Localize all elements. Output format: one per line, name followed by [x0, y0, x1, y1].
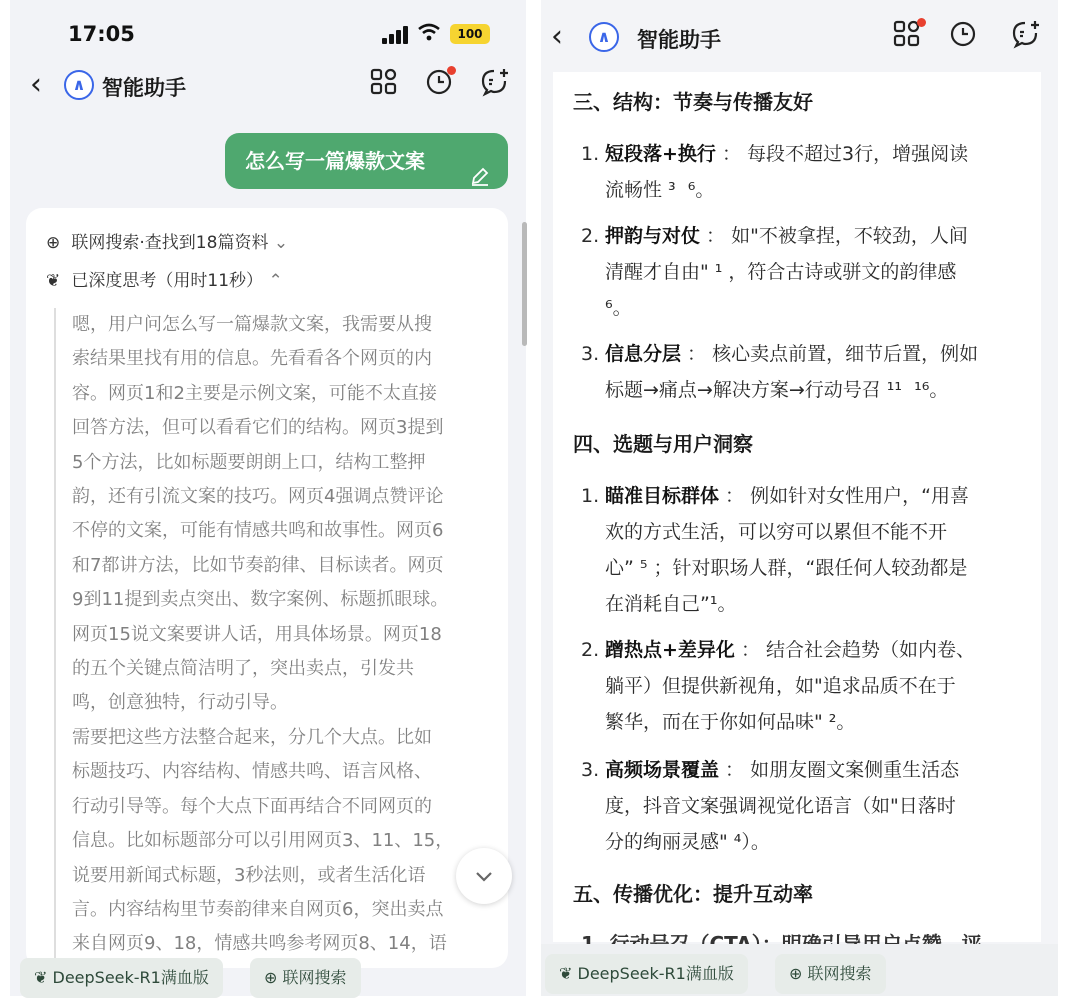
list-item-line: 躺平）但提供新视角，如"追求品质不在于 — [605, 675, 956, 697]
battery-indicator: 100 — [450, 24, 490, 44]
section-heading: 五、传播优化：提升互动率 — [573, 882, 813, 906]
chip-label: 联网搜索 — [282, 968, 347, 987]
web-search-chip[interactable] — [250, 958, 361, 998]
thinking-summary[interactable] — [46, 266, 283, 291]
back-icon[interactable]: ‹ — [551, 19, 563, 54]
globe-icon: ⊕ — [789, 964, 808, 983]
list-item-line: 心” ⁵ ；针对职场人群，“跟任何人较劲都是 — [605, 557, 968, 579]
deep-think-icon: ❦ — [46, 271, 61, 291]
list-item-line: 蹭热点+差异化 ： 结合社会趋势（如内卷、 — [605, 639, 976, 661]
list-item-line: 在消耗自己”¹。 — [605, 593, 737, 615]
notification-dot — [917, 18, 926, 27]
search-summary-text: 联网搜索·查找到18篇资料 — [71, 233, 269, 253]
assistant-logo-icon: ∧ — [589, 22, 619, 52]
list-number: 1. — [581, 143, 600, 165]
thinking-line: 行动引导等。每个大点下面再结合不同网页的 — [72, 795, 432, 817]
chip-label: DeepSeek-R1满血版 — [577, 964, 734, 983]
web-search-chip[interactable] — [775, 954, 886, 994]
list-item — [581, 336, 1029, 408]
chip-label: 联网搜索 — [807, 964, 872, 983]
chevron-up-icon: ⌃ — [268, 271, 283, 291]
list-number: 1. — [581, 485, 600, 507]
apps-grid-icon[interactable] — [893, 20, 927, 54]
search-summary[interactable] — [46, 228, 288, 253]
thinking-line: 9到11提到卖点突出、数字案例、标题抓眼球。 — [72, 589, 449, 611]
chevron-down-icon — [456, 848, 512, 904]
status-bar — [10, 18, 526, 50]
nav-bar — [10, 62, 526, 112]
list-item-line: 信息分层 ： 核心卖点前置，细节后置，例如 — [605, 343, 979, 365]
thinking-line: 5个方法，比如标题要朗朗上口，结构工整押 — [72, 451, 426, 473]
list-item-line: 标题→痛点→解决方案→行动号召 ¹¹ ¹⁶。 — [605, 379, 949, 401]
thinking-summary-text: 已深度思考（用时11秒） — [71, 271, 264, 291]
list-item — [581, 478, 1029, 622]
apps-grid-icon[interactable] — [370, 68, 404, 102]
list-item-line: 瞄准目标群体 ： 例如针对女性用户，“用喜 — [605, 485, 969, 507]
list-item — [581, 136, 1029, 208]
thinking-line: 不停的文案，可能有情感共鸣和故事性。网页6 — [72, 520, 444, 542]
thinking-line: 回答方法，但可以看看它们的结构。网页3提到 — [72, 417, 444, 439]
thinking-line: 网页15说文案要讲人话，用具体场景。网页18 — [72, 623, 442, 645]
thinking-line: 鸣，创意独特，行动引导。 — [72, 692, 288, 714]
thinking-line: 的五个关键点简洁明了，突出卖点，引发共 — [72, 658, 414, 680]
notification-dot — [447, 66, 456, 75]
thinking-line: 容。网页1和2主要是示例文案，可能不太直接 — [72, 382, 437, 404]
thinking-content — [54, 308, 498, 962]
thinking-line: 标题技巧、内容结构、情感共鸣、语言风格、 — [72, 761, 432, 783]
chip-label: DeepSeek-R1满血版 — [52, 968, 209, 987]
list-number: 3. — [581, 759, 600, 781]
scrollbar[interactable] — [522, 222, 527, 346]
list-number: 2. — [581, 225, 600, 247]
list-item-line: 押韵与对仗 ： 如"不被拿捏，不较劲，人间 — [605, 225, 968, 247]
nav-title: 智能助手 — [102, 76, 186, 100]
history-clock-icon[interactable] — [949, 20, 983, 54]
list-item-line: 欢的方式生活，可以穷可以累但不能不开 — [605, 521, 948, 543]
list-item-line: 度，抖音文案强调视觉化语言（如"日落时 — [605, 795, 956, 817]
list-item-line: 繁华，而在于你如何品味" ²。 — [605, 711, 856, 733]
thinking-line: 信息。比如标题部分可以引用网页3、11、15， — [72, 830, 454, 852]
assistant-logo-icon: ∧ — [64, 70, 94, 100]
user-message-text: 怎么写一篇爆款文案 — [245, 149, 425, 173]
list-item-line: 高频场景覆盖 ： 如朋友圈文案侧重生活态 — [605, 759, 960, 781]
list-item-line: 流畅性 ³ ⁶。 — [605, 179, 715, 201]
nav-bar — [541, 14, 1058, 64]
list-item-line: 短段落+换行 ： 每段不超过3行，增强阅读 — [605, 143, 969, 165]
history-clock-icon[interactable] — [425, 68, 459, 102]
globe-icon: ⊕ — [46, 233, 61, 253]
list-item-line: 清醒才自由" ¹ ，符合古诗或骈文的韵律感 — [605, 261, 957, 283]
chevron-down-icon: ⌄ — [273, 233, 289, 253]
wifi-icon — [418, 23, 440, 46]
user-message-bubble[interactable] — [225, 133, 508, 189]
model-chip[interactable] — [545, 954, 748, 994]
scroll-down-button[interactable] — [456, 848, 512, 904]
model-chip[interactable] — [20, 958, 223, 998]
new-chat-icon[interactable] — [1011, 20, 1045, 54]
nav-title: 智能助手 — [637, 28, 721, 52]
section-heading: 三、结构：节奏与传播友好 — [573, 90, 813, 114]
left-screen — [10, 0, 526, 996]
back-icon[interactable]: ‹ — [30, 67, 42, 102]
thinking-line: 嗯，用户问怎么写一篇爆款文案，我需要从搜 — [72, 314, 432, 335]
list-item-line: 分的绚丽灵感" ⁴）。 — [605, 831, 770, 853]
status-time: 17:05 — [68, 22, 135, 46]
edit-icon[interactable] — [470, 151, 490, 171]
list-item — [581, 752, 1029, 860]
thinking-line: 说要用新闻式标题，3秒法则，或者生活化语 — [72, 864, 426, 886]
thinking-line: 韵，还有引流文案的技巧。网页4强调点赞评论 — [72, 486, 444, 508]
thinking-line: 来自网页9、18，情感共鸣参考网页8、14，语 — [72, 933, 447, 955]
list-item — [581, 218, 1029, 326]
list-number: 3. — [581, 343, 600, 365]
new-chat-icon[interactable] — [480, 68, 514, 102]
list-number: 2. — [581, 639, 600, 661]
globe-icon: ⊕ — [264, 968, 283, 987]
list-item — [581, 632, 1029, 740]
list-item-line: ⁶。 — [605, 297, 632, 319]
answer-content — [553, 72, 1041, 942]
thinking-line: 言。内容结构里节奏韵律来自网页6，突出卖点 — [72, 898, 444, 920]
deep-think-icon: ❦ — [34, 968, 53, 987]
thinking-line: 和7都讲方法，比如节奏韵律、目标读者。网页 — [72, 554, 444, 576]
right-screen — [541, 0, 1058, 996]
answer-card — [26, 208, 508, 968]
deep-think-icon: ❦ — [559, 964, 578, 983]
thinking-line: 索结果里找有用的信息。先看看各个网页的内 — [72, 348, 432, 370]
section-heading: 四、选题与用户洞察 — [573, 432, 753, 456]
signal-icon — [382, 26, 412, 44]
thinking-line: 需要把这些方法整合起来，分几个大点。比如 — [72, 726, 432, 748]
